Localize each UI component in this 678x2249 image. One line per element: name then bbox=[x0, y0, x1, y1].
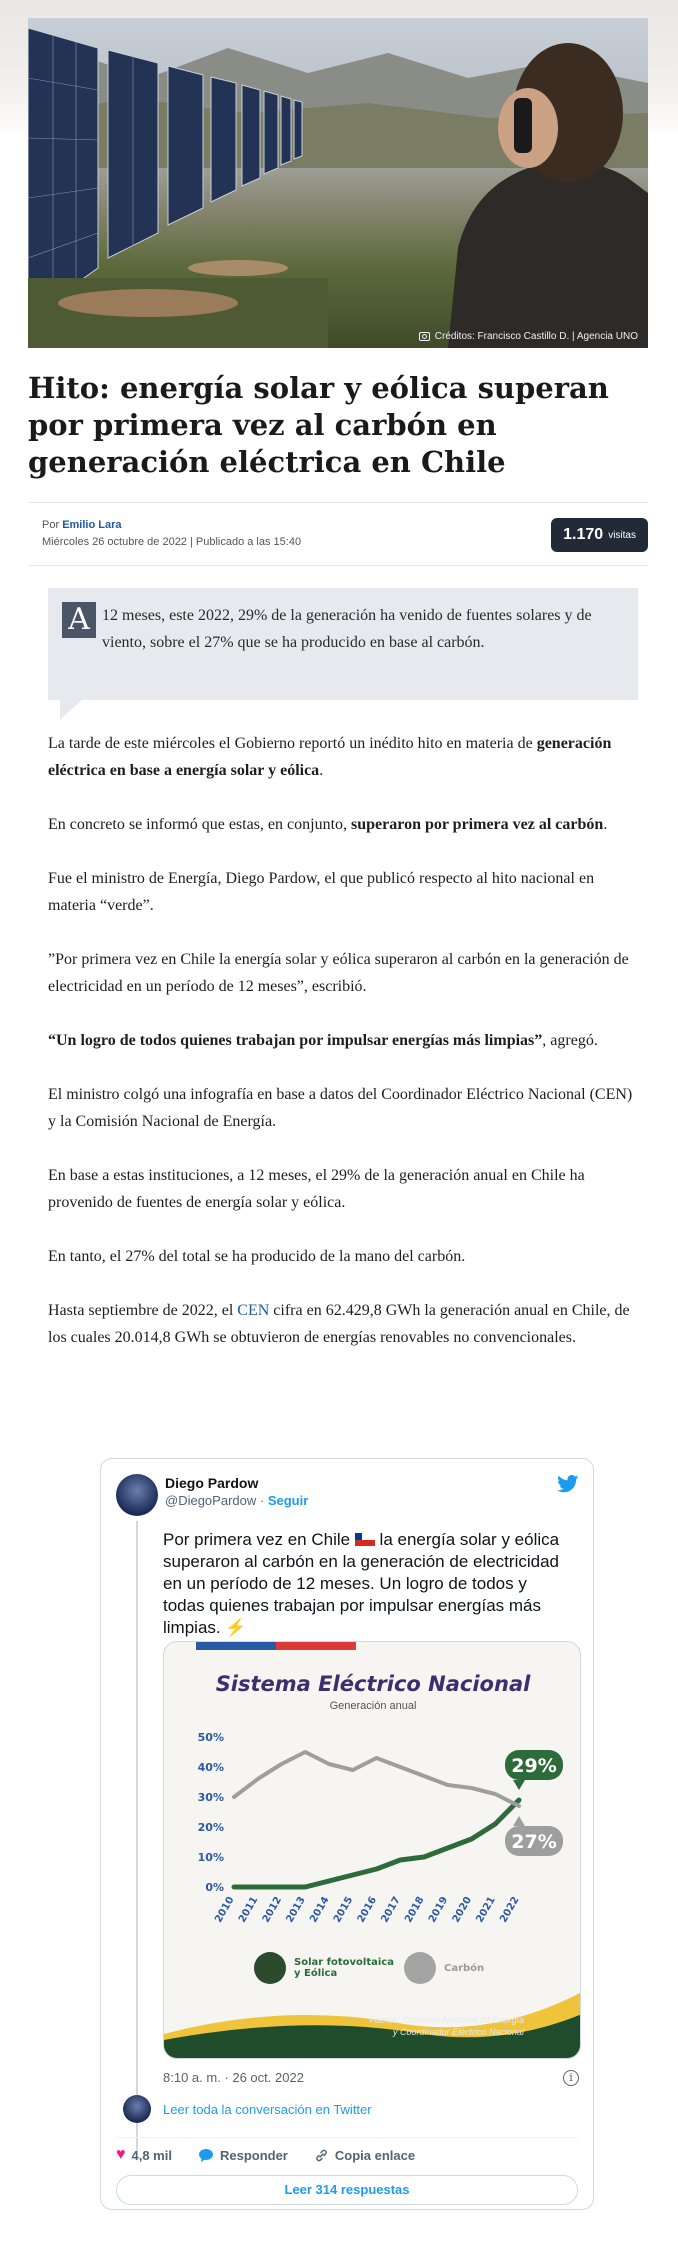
tweet-actions bbox=[116, 2147, 415, 2163]
legend-swatch-carbon bbox=[404, 1952, 436, 1984]
article-body bbox=[48, 730, 638, 1378]
tweet-author-name[interactable]: Diego Pardow bbox=[165, 1475, 259, 1491]
callout-pointer bbox=[513, 1780, 525, 1790]
tweet-image-infographic[interactable] bbox=[163, 1641, 581, 2059]
copy-link-button[interactable] bbox=[314, 2148, 415, 2163]
y-tick-label: 50% bbox=[197, 1731, 224, 1744]
reply-label: Responder bbox=[219, 2147, 288, 2163]
lead-summary bbox=[48, 588, 638, 700]
tweet-timestamp[interactable]: 8:10 a. m. · 26 oct. 2022 bbox=[163, 2070, 304, 2085]
callout-pointer bbox=[513, 1816, 525, 1826]
copy-link-label: Copia enlace bbox=[334, 2147, 416, 2163]
avatar-small bbox=[123, 2095, 151, 2123]
info-icon[interactable]: i bbox=[563, 2070, 579, 2086]
x-tick-label: 2018 bbox=[403, 1895, 427, 1925]
article-byline bbox=[28, 502, 648, 566]
tweet-author-handle: @DiegoPardow · Seguir bbox=[165, 1493, 309, 1508]
avatar[interactable] bbox=[116, 1474, 158, 1516]
paragraph: En concreto se informó que estas, en conjunto, superaron por primera vez al carbón. bbox=[48, 816, 608, 833]
thread-line bbox=[136, 1521, 138, 2151]
reply-bubble-icon bbox=[198, 2148, 214, 2163]
follow-button[interactable]: Seguir bbox=[267, 1493, 309, 1508]
read-replies-button[interactable]: Leer 314 respuestas bbox=[116, 2175, 578, 2205]
article-title: Hito: energía solar y eólica superan por primera vez al carbón en generación eléctrica en Chile bbox=[28, 371, 609, 479]
camera-icon bbox=[419, 332, 430, 341]
x-tick-label: 2011 bbox=[236, 1895, 261, 1925]
views-label: visitas bbox=[608, 529, 636, 541]
x-tick-label: 2016 bbox=[355, 1895, 380, 1925]
chile-flag-icon bbox=[355, 1533, 375, 1546]
x-tick-label: 2010 bbox=[213, 1895, 237, 1925]
chart-legend bbox=[254, 1952, 484, 1984]
series-line-carbon bbox=[234, 1752, 519, 1806]
publish-date: Miércoles 26 octubre de 2022 | Publicado a las 15:40 bbox=[42, 536, 302, 548]
x-tick-label: 2013 bbox=[284, 1895, 308, 1925]
views-badge bbox=[551, 518, 648, 552]
solar-panels-illustration bbox=[28, 18, 648, 348]
lightning-emoji: ⚡ bbox=[225, 1618, 247, 1637]
lead-text: 12 meses, este 2022, 29% de la generación ha venido de fuentes solares y de viento, sobre el 27% que se ha producido en base al carbón. bbox=[102, 607, 592, 651]
author-line: Por Emilio Lara bbox=[42, 519, 122, 531]
paragraph: El ministro colgó una infografía en base a datos del Coordinador Eléctrico Nacional (CEN) y la Comisión Nacional de Energía. bbox=[48, 1086, 633, 1130]
legend-swatch-solar bbox=[254, 1952, 286, 1984]
x-tick-label: 2017 bbox=[379, 1895, 403, 1925]
paragraph: Hasta septiembre de 2022, el CEN cifra en 62.429,8 GWh la generación anual en Chile, de los cuales 20.014,8 GWh se obtuvieron de energías renovables no convencionales. bbox=[48, 1302, 630, 1346]
paragraph: Fue el ministro de Energía, Diego Pardow, el que publicó respecto al hito nacional en materia “verde”. bbox=[48, 870, 595, 914]
y-tick-label: 20% bbox=[197, 1821, 224, 1834]
x-tick-label: 2022 bbox=[498, 1895, 522, 1925]
legend-label-carbon: Carbón bbox=[444, 1962, 485, 1974]
paragraph: En tanto, el 27% del total se ha producido de la mano del carbón. bbox=[48, 1248, 466, 1265]
callout-label: 27% bbox=[511, 1831, 557, 1853]
like-count: 4,8 mil bbox=[131, 2147, 172, 2163]
tweet-text: Por primera vez en Chile la energía solar y eólica superaron al carbón en la generación de electricidad en un período de 12 meses. Un logro de todos y todas quienes trabajan por impulsar energías más limpias. ⚡ bbox=[163, 1530, 560, 1637]
y-tick-label: 10% bbox=[197, 1851, 224, 1864]
heart-icon: ♥ bbox=[116, 2146, 126, 2163]
x-tick-label: 2021 bbox=[474, 1895, 498, 1925]
photo-credit: Créditos: Francisco Castillo D. | Agencia UNO bbox=[419, 331, 638, 342]
paragraph: La tarde de este miércoles el Gobierno reportó un inédito hito en materia de generación eléctrica en base a energía solar y eólica. bbox=[48, 735, 612, 779]
quote-paragraph: ”Por primera vez en Chile la energía solar y eólica superaron al carbón en la generación de electricidad en un período de 12 meses”, escribió. bbox=[48, 951, 629, 995]
x-tick-label: 2019 bbox=[426, 1895, 451, 1925]
embedded-tweet bbox=[100, 1458, 594, 2210]
paragraph: En base a estas instituciones, a 12 meses, el 29% de la generación anual en Chile ha provenido de fuentes de energía solar y eólica. bbox=[48, 1167, 585, 1211]
series-line-solar bbox=[234, 1800, 519, 1887]
infographic-source: Fuente: Comisión Nacional de Energía y Coordinador Eléctrico Nacional bbox=[369, 2015, 524, 2037]
reply-button[interactable] bbox=[198, 2148, 288, 2163]
twitter-bird-icon[interactable] bbox=[557, 1475, 579, 1493]
author-link[interactable]: Emilio Lara bbox=[62, 519, 122, 531]
legend-label-solar: Solar fotovoltaica y Eólica bbox=[294, 1957, 394, 1979]
x-tick-label: 2012 bbox=[260, 1895, 285, 1925]
x-tick-label: 2020 bbox=[450, 1895, 475, 1925]
infographic-subtitle: Generación anual bbox=[329, 1700, 417, 1712]
y-tick-label: 0% bbox=[205, 1881, 224, 1894]
quote-paragraph: “Un logro de todos quienes trabajan por impulsar energías más limpias”, agregó. bbox=[48, 1032, 598, 1049]
like-button[interactable] bbox=[116, 2147, 172, 2163]
link-icon bbox=[314, 2148, 329, 2163]
read-conversation-link[interactable]: Leer toda la conversación en Twitter bbox=[163, 2102, 372, 2117]
y-tick-label: 40% bbox=[197, 1761, 224, 1774]
drop-cap: A bbox=[62, 602, 96, 638]
legend-item-solar bbox=[254, 1952, 394, 1984]
y-tick-label: 30% bbox=[197, 1791, 224, 1804]
divider bbox=[116, 2137, 578, 2138]
line-chart bbox=[164, 1642, 581, 2059]
cen-link[interactable]: CEN bbox=[237, 1302, 270, 1319]
hero-photo bbox=[28, 18, 648, 348]
legend-item-carbon bbox=[404, 1952, 484, 1984]
callout-label: 29% bbox=[511, 1755, 557, 1777]
x-tick-label: 2015 bbox=[331, 1895, 356, 1925]
views-count: 1.170 bbox=[563, 526, 604, 543]
x-tick-label: 2014 bbox=[308, 1895, 332, 1925]
infographic-title: Sistema Eléctrico Nacional bbox=[215, 1672, 531, 1696]
